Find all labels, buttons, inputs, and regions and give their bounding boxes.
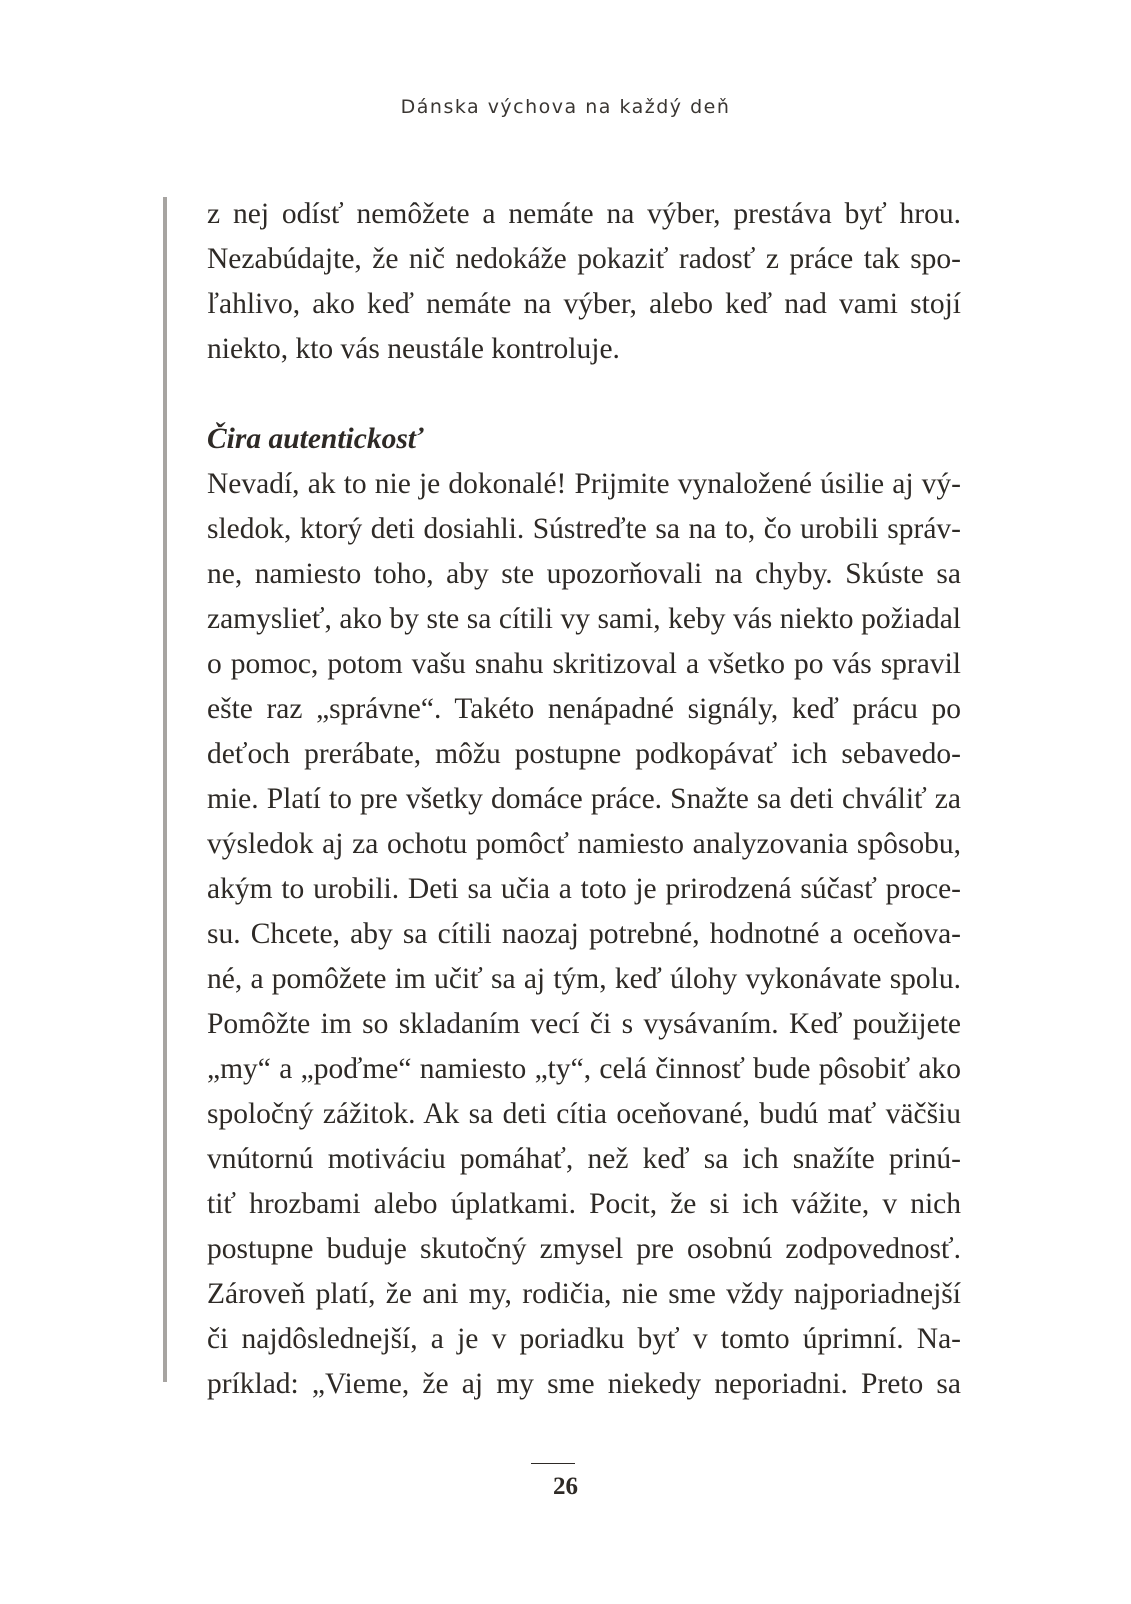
text-line: príklad: „Vieme, že aj my sme niekedy neporiadni. Preto sa [207,1368,961,1400]
text-line: či najdôslednejší, a je v poriadku byť v tomto úprimní. Na- [207,1323,961,1355]
text-line: Zároveň platí, že ani my, rodičia, nie sme vždy najporiadnejší [207,1278,961,1310]
text-line: ľahlivo, ako keď nemáte na výber, alebo keď nad vami stojí [207,288,961,320]
text-line: sledok, ktorý deti dosiahli. Sústreďte sa na to, čo urobili správ- [207,513,961,545]
text-line: Nevadí, ak to nie je dokonalé! Prijmite vynaložené úsilie aj vý- [207,468,961,500]
text-line: výsledok aj za ochotu pomôcť namiesto analyzovania spôsobu, [207,828,961,860]
margin-rule [163,197,167,1382]
text-line: spoločný zážitok. Ak sa deti cítia oceňované, budú mať väčšiu [207,1098,961,1130]
text-line: o pomoc, potom vašu snahu skritizoval a všetko po vás spravil [207,648,961,680]
text-line: z nej odísť nemôžete a nemáte na výber, prestáva byť hrou. [207,198,961,230]
page-number: 26 [553,1473,578,1500]
text-line: ešte raz „správne“. Takéto nenápadné signály, keď prácu po [207,693,961,725]
text-line: su. Chcete, aby sa cítili naozaj potrebné, hodnotné a oceňova- [207,918,961,950]
running-header: Dánska výchova na každý deň [400,96,731,118]
text-line: Pomôžte im so skladaním vecí či s vysávaním. Keď použijete [207,1008,961,1040]
footer-rule [531,1463,575,1464]
text-line: tiť hrozbami alebo úplatkami. Pocit, že si ich vážite, v nich [207,1188,961,1220]
text-line: Nezabúdajte, že nič nedokáže pokaziť radosť z práce tak spo- [207,243,961,275]
text-line: mie. Platí to pre všetky domáce práce. Snažte sa deti chváliť za [207,783,961,815]
section-heading: Čira autentickosť [207,423,424,455]
text-line: né, a pomôžete im učiť sa aj tým, keď úlohy vykonávate spolu. [207,963,961,995]
text-line: ne, namiesto toho, aby ste upozorňovali na chyby. Skúste sa [207,558,961,590]
text-line: akým to urobili. Deti sa učia a toto je prirodzená súčasť proce- [207,873,961,905]
text-line: postupne buduje skutočný zmysel pre osobnú zodpovednosť. [207,1233,961,1265]
text-line: zamyslieť, ako by ste sa cítili vy sami, keby vás niekto požiadal [207,603,961,635]
page-body [207,192,961,1407]
text-line: „my“ a „poďme“ namiesto „ty“, celá činnosť bude pôsobiť ako [207,1053,961,1085]
paragraph-gap [207,372,961,417]
text-line: niekto, kto vás neustále kontroluje. [207,333,620,365]
text-line: deťoch prerábate, môžu postupne podkopávať ich sebavedo- [207,738,961,770]
text-line: vnútornú motiváciu pomáhať, než keď sa ich snažíte prinú- [207,1143,961,1175]
